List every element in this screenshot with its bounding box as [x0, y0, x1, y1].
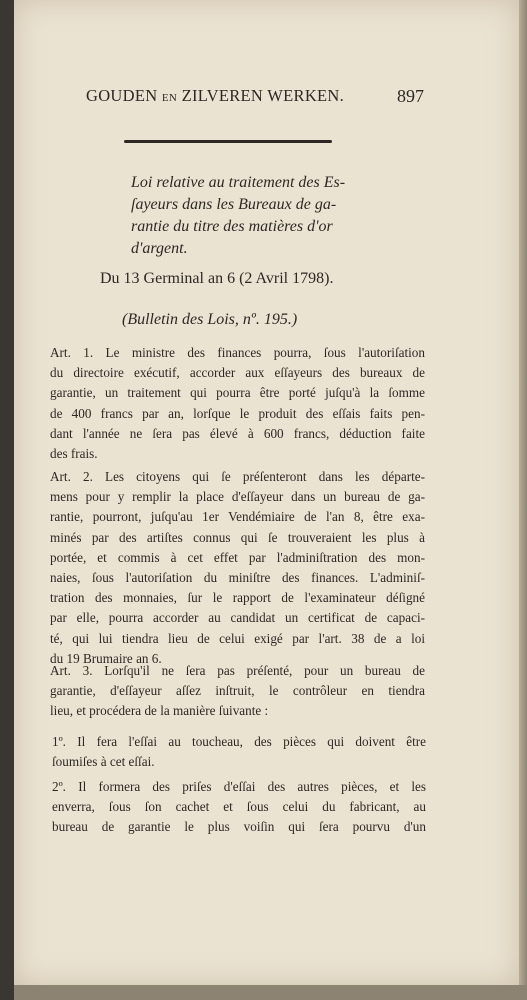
article-line: mens pour y remplir la place d'eſſayeur dans un bureau de ga- [50, 489, 425, 505]
running-head [86, 86, 442, 106]
article-line: par elle, pourra accorder au candidat un certificat de capaci- [50, 610, 425, 626]
law-date: Du 13 Germinal an 6 (2 Avril 1798). [100, 270, 334, 287]
article-line: portée, et commis à cet effet par l'adminiſtration des mon- [50, 549, 425, 565]
article-3-item-1 [52, 732, 426, 772]
running-head-en: EN [161, 92, 178, 104]
page-number: 897 [397, 86, 424, 106]
article-line: du directoire exécutif, accorder aux eſſayeurs des bureaux de [50, 365, 425, 381]
law-title-line: ſayeurs dans les Bureaux de ga- [131, 196, 337, 213]
book-gutter [0, 0, 14, 1000]
page-edge-right [519, 0, 527, 1000]
article-line: 1º. Il fera l'eſſai au toucheau, des pièces qui doivent être [52, 734, 426, 749]
article-line: enverra, ſous ſon cachet et ſous celui du fabricant, au [52, 799, 426, 815]
running-head-part-a: GOUDEN [86, 86, 158, 105]
article-1 [50, 343, 425, 464]
page-edge-bottom [14, 985, 527, 1000]
running-head-part-b: ZILVEREN WERKEN. [181, 86, 345, 105]
law-title-line: rantie du titre des matières d'or [131, 218, 333, 235]
article-3 [50, 661, 425, 722]
law-title-line: Loi relative au traitement des Es- [131, 174, 346, 191]
article-2 [50, 467, 425, 669]
bulletin-reference: (Bulletin des Lois, nº. 195.) [122, 311, 298, 328]
article-3-item-2 [52, 777, 426, 838]
article-line: Art. 2. Les citoyens qui ſe préſenteront dans les départe- [50, 469, 425, 484]
article-line: du 19 Brumaire an 6. [50, 650, 162, 666]
article-line: tration des monnaies, ſur le rapport de l'examinateur déſigné [50, 590, 425, 606]
law-title [131, 172, 431, 260]
header-rule [124, 140, 332, 143]
article-line: minés par des artiſtes connus qui ſe trouveraient les plus à [50, 529, 425, 545]
article-line: rantie, pourront, juſqu'au 1er Vendémiaire de l'an 8, être exa- [50, 509, 425, 525]
article-line: té, qui lui tiendra lieu de celui exigé par l'art. 38 de a loi [50, 630, 425, 646]
article-line: ſoumiſes à cet eſſai. [52, 754, 155, 770]
article-line: Art. 1. Le ministre des finances pourra, ſous l'autoriſation [50, 345, 425, 360]
article-line: des frais. [50, 446, 98, 462]
article-line: garantie, un traitement qui pourra être porté juſqu'à la ſomme [50, 385, 425, 401]
law-title-line: d'argent. [131, 240, 188, 257]
article-line: lieu, et procédera de la manière ſuivante : [50, 703, 269, 719]
article-line: de 400 francs par an, lorſque le produit des eſſais faits pen- [50, 405, 425, 421]
article-line: 2º. Il formera des priſes d'eſſai des autres pièces, et les [52, 779, 426, 794]
article-line: naies, ſous l'autoriſation du miniſtre des finances. L'adminiſ- [50, 570, 425, 586]
article-line: bureau de garantie le plus voiſin qui ſera pourvu d'un [52, 819, 426, 835]
article-line: dant l'année ne ſera pas élevé à 600 francs, déduction faite [50, 425, 425, 441]
article-line: garantie, d'eſſayeur aſſez inſtruit, le contrôleur en tiendra [50, 683, 425, 699]
book-page [14, 0, 519, 985]
article-line: Art. 3. Lorſqu'il ne ſera pas préſenté, pour un bureau de [50, 663, 425, 678]
